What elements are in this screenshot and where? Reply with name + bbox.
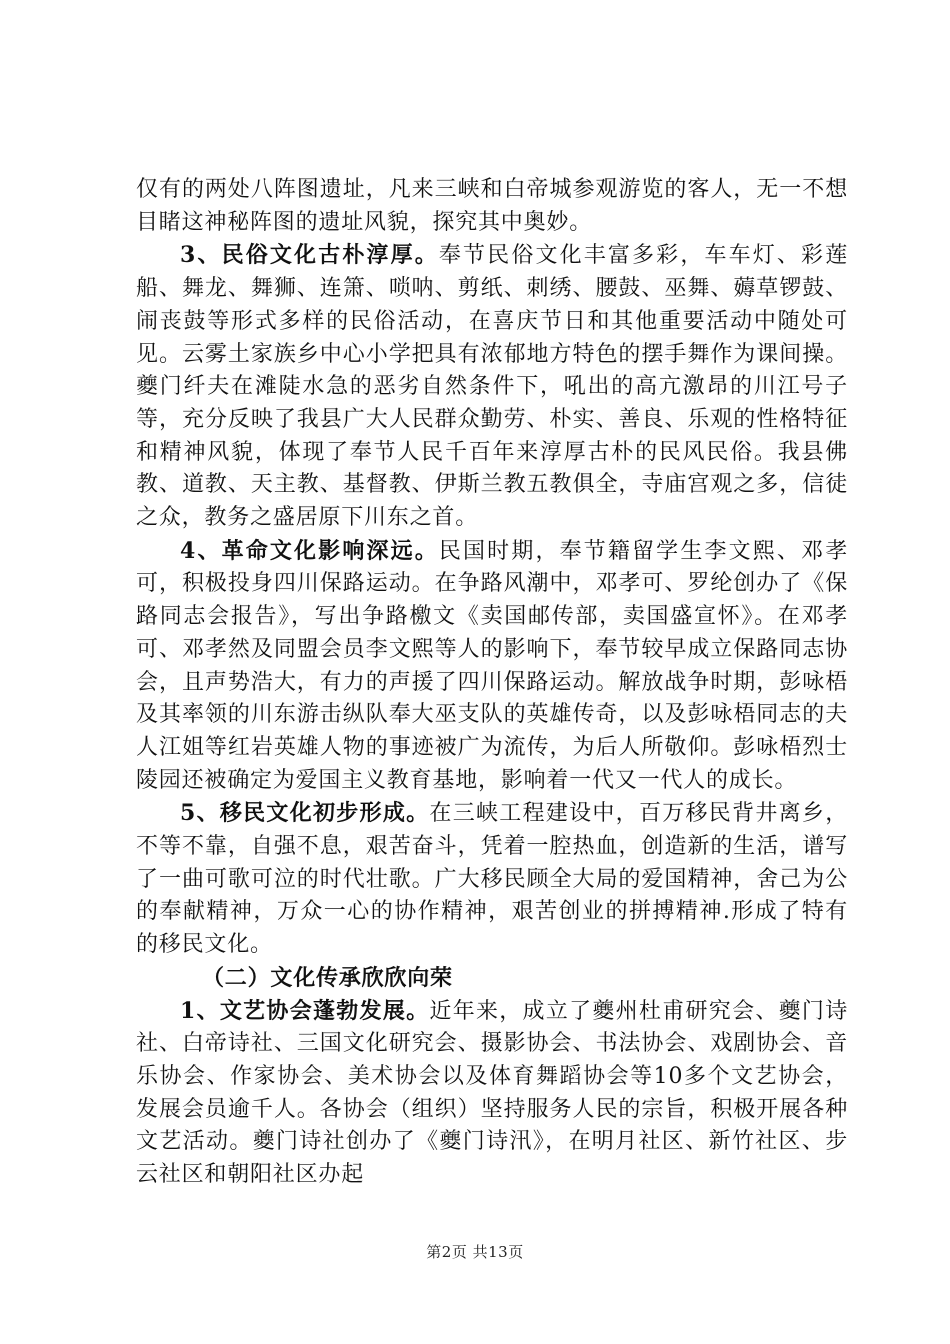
- paragraph-folk-culture: [136, 239, 848, 534]
- paragraph-continuation: [136, 174, 848, 239]
- paragraph-lead: 3、民俗文化古朴淳厚。: [180, 242, 439, 269]
- document-body: [136, 174, 848, 1192]
- paragraph-text: 在三峡工程建设中，百万移民背井离乡，不等不靠，自强不息，艰苦奋斗，凭着一腔热血，创造新的生活，谱写了一曲可歌可泣的时代壮歌。广大移民顾全大局的爱国精神，舍己为公的奉献精神，万众一心的协作精神，艰苦创业的拼搏精神.形成了特有的移民文化。: [136, 801, 848, 958]
- paragraph-text: 仅有的两处八阵图遗址，凡来三峡和白帝城参观游览的客人，无一不想目睹这神秘阵图的遗址风貌，探究其中奥妙。: [136, 177, 848, 235]
- paragraph-art-associations: [136, 995, 848, 1192]
- paragraph-lead: 1、文艺协会蓬勃发展。: [180, 997, 430, 1024]
- paragraph-text: 民国时期，奉节籍留学生李文熙、邓孝可，积极投身四川保路运动。在争路风潮中，邓孝可、罗纶创办了《保路同志会报告》，写出争路檄文《卖国邮传部，卖国盛宣怀》。在邓孝可、邓孝然及同盟会员李文熙等人的影响下，奉节较早成立保路同志协会，且声势浩大，有力的声援了四川保路运动。解放战争时期，彭咏梧及其率领的川东游击纵队奉大巫支队的英雄传奇，以及彭咏梧同志的夫人江姐等红岩英雄人物的事迹被广为流传，为后人所敬仰。彭咏梧烈士陵园还被确定为爱国主义教育基地，影响着一代又一代人的成长。: [136, 538, 848, 793]
- paragraph-text: 奉节民俗文化丰富多彩，车车灯、彩莲船、舞龙、舞狮、连箫、唢呐、剪纸、刺绣、腰鼓、巫舞、薅草锣鼓、闹丧鼓等形式多样的民俗活动，在喜庆节日和其他重要活动中随处可见。云雾土家族乡中心小学把具有浓郁地方特色的摆手舞作为课间操。夔门纤夫在滩陡水急的恶劣自然条件下，吼出的高亢激昂的川江号子等，充分反映了我县广大人民群众勤劳、朴实、善良、乐观的性格特征和精神风貌，体现了奉节人民千百年来淳厚古朴的民风民俗。我县佛教、道教、天主教、基督教、伊斯兰教五教俱全，寺庙宫观之多，信徒之众，教务之盛居原下川东之首。: [136, 243, 848, 531]
- paragraph-migrant-culture: [136, 797, 848, 962]
- section-heading: （二）文化传承欣欣向荣: [202, 964, 453, 991]
- paragraph-lead: 4、革命文化影响深远。: [180, 537, 439, 564]
- paragraph-lead: 5、移民文化初步形成。: [180, 800, 430, 827]
- page-number-footer: 第2页 共13页: [426, 1243, 524, 1261]
- paragraph-revolutionary-culture: [136, 535, 848, 798]
- paragraph-text: 近年来，成立了夔州杜甫研究会、夔门诗社、白帝诗社、三国文化研究会、摄影协会、书法协会、戏剧协会、音乐协会、作家协会、美术协会以及体育舞蹈协会等10多个文艺协会，发展会员逾千人。各协会（组织）坚持服务人民的宗旨，积极开展各种文艺活动。夔门诗社创办了《夔门诗汛》，在明月社区、新竹社区、步云社区和朝阳社区办起: [136, 998, 848, 1188]
